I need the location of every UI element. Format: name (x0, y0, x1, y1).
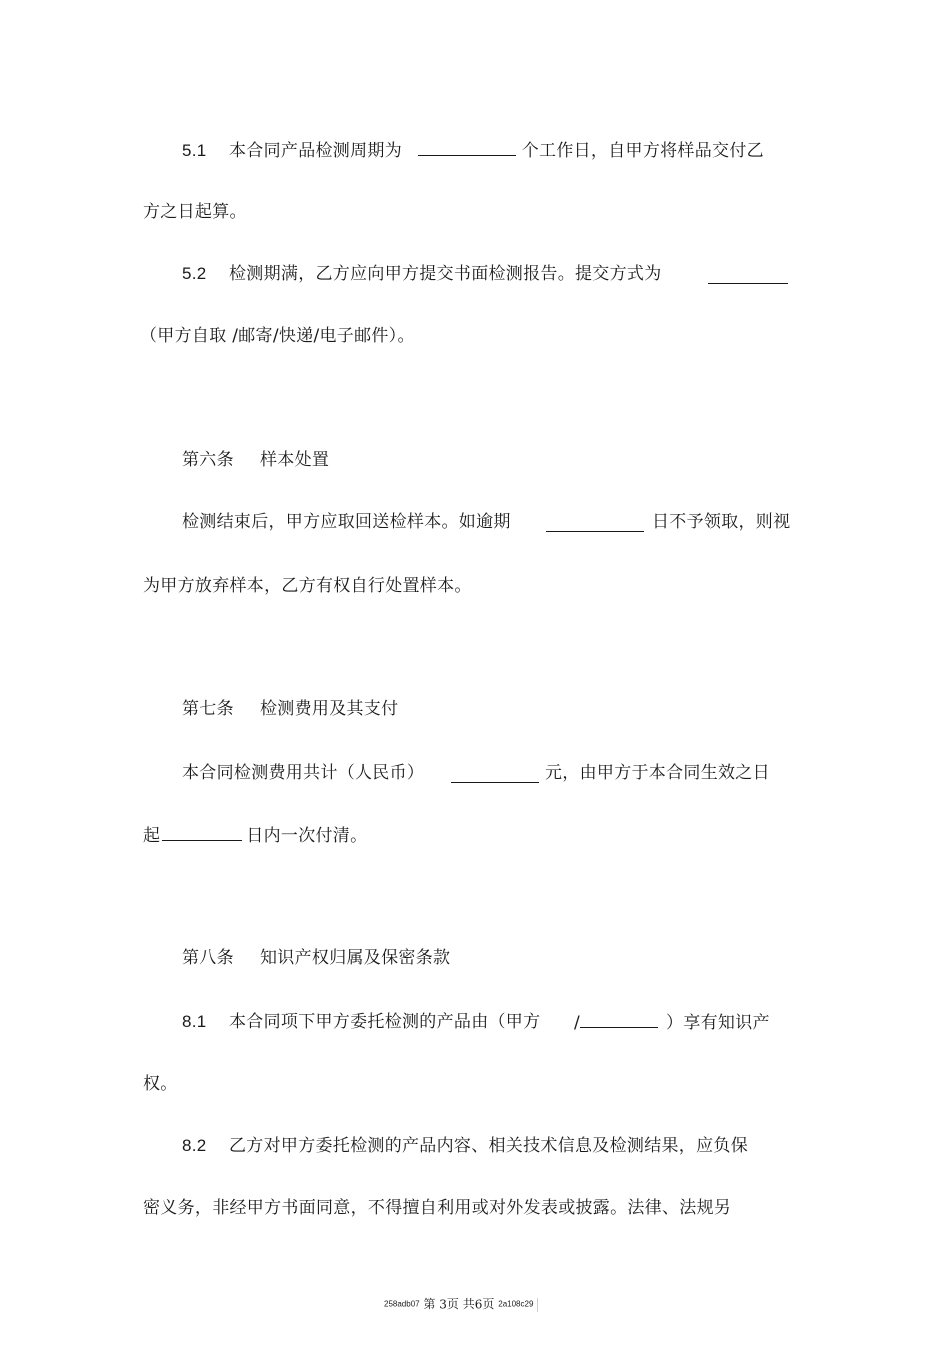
fill-in-blank[interactable] (418, 139, 516, 156)
clause-text: 检测结束后，甲方应取回送检样本。如逾期 (182, 512, 511, 532)
article-label: 第八条 (182, 948, 234, 968)
fill-in-blank[interactable] (451, 766, 539, 783)
page-current: 3 (439, 1297, 447, 1312)
fill-in-blank[interactable] (580, 1011, 658, 1028)
article-label: 第六条 (182, 450, 234, 470)
fill-in-blank[interactable] (162, 824, 242, 841)
footer-left-code: 258adb07 (384, 1299, 420, 1309)
clause-8-1-line-1-tail (574, 1011, 770, 1034)
page-unit: 页 (446, 1297, 459, 1311)
article-6-line-1 (182, 511, 511, 533)
article-7-line-2 (143, 824, 367, 847)
article-title: 检测费用及其支付 (260, 699, 399, 719)
clause-5-1-line-2: 方之日起算。 (143, 202, 247, 222)
clause-text: 本合同检测费用共计（人民币） (182, 763, 425, 783)
clause-text: / (574, 1013, 581, 1033)
clause-text: 检测期满，乙方应向甲方提交书面检测报告。提交方式为 (229, 264, 662, 284)
clause-text: 个工作日，自甲方将样品交付乙 (521, 141, 764, 161)
fill-in-blank[interactable] (708, 267, 788, 284)
total-unit: 页 (482, 1297, 495, 1311)
page-prefix: 第 (423, 1297, 436, 1311)
article-7-line-1 (182, 762, 424, 784)
clause-text: 日内一次付清。 (246, 826, 368, 846)
clause-8-1-line-1 (182, 1011, 540, 1033)
clause-8-2-line-2: 密义务，非经甲方书面同意，不得擅自利用或对外发表或披露。法律、法规另 (143, 1198, 732, 1218)
article-8-heading (182, 947, 450, 969)
article-label: 第七条 (182, 699, 234, 719)
clause-8-1-line-2: 权。 (143, 1074, 178, 1094)
clause-text: 起 (143, 826, 161, 846)
fill-in-blank[interactable] (546, 515, 644, 532)
page-total: 6 (474, 1297, 483, 1312)
clause-number: 5.1 (182, 141, 207, 160)
article-6-heading (182, 449, 329, 471)
clause-number: 5.2 (182, 264, 207, 283)
footer-divider (537, 1298, 538, 1312)
clause-8-2-line-1 (182, 1135, 748, 1157)
article-7-heading (182, 698, 398, 720)
footer-right-code: 2a108c29 (498, 1299, 534, 1309)
clause-number: 8.2 (182, 1136, 207, 1155)
clause-text: 本合同项下甲方委托检测的产品由（甲方 (229, 1012, 541, 1032)
clause-text: 乙方对甲方委托检测的产品内容、相关技术信息及检测结果，应负保 (229, 1136, 748, 1156)
clause-5-2-line-1 (182, 263, 662, 285)
clause-text: 本合同产品检测周期为 (229, 141, 402, 161)
article-title: 知识产权归属及保密条款 (260, 948, 451, 968)
total-prefix: 共 (462, 1297, 475, 1311)
article-title: 样本处置 (260, 450, 330, 470)
clause-text: ）享有知识产 (666, 1013, 770, 1033)
page-footer (384, 1296, 538, 1313)
clause-5-2-line-2: （甲方自取 /邮寄/快递/电子邮件）。 (140, 326, 415, 346)
article-6-line-2: 为甲方放弃样本，乙方有权自行处置样本。 (143, 576, 472, 596)
clause-5-1-line-1 (182, 139, 764, 162)
clause-number: 8.1 (182, 1012, 207, 1031)
article-6-line-1-tail: 日不予领取，则视 (652, 512, 791, 532)
article-7-line-1-tail: 元，由甲方于本合同生效之日 (545, 763, 770, 783)
